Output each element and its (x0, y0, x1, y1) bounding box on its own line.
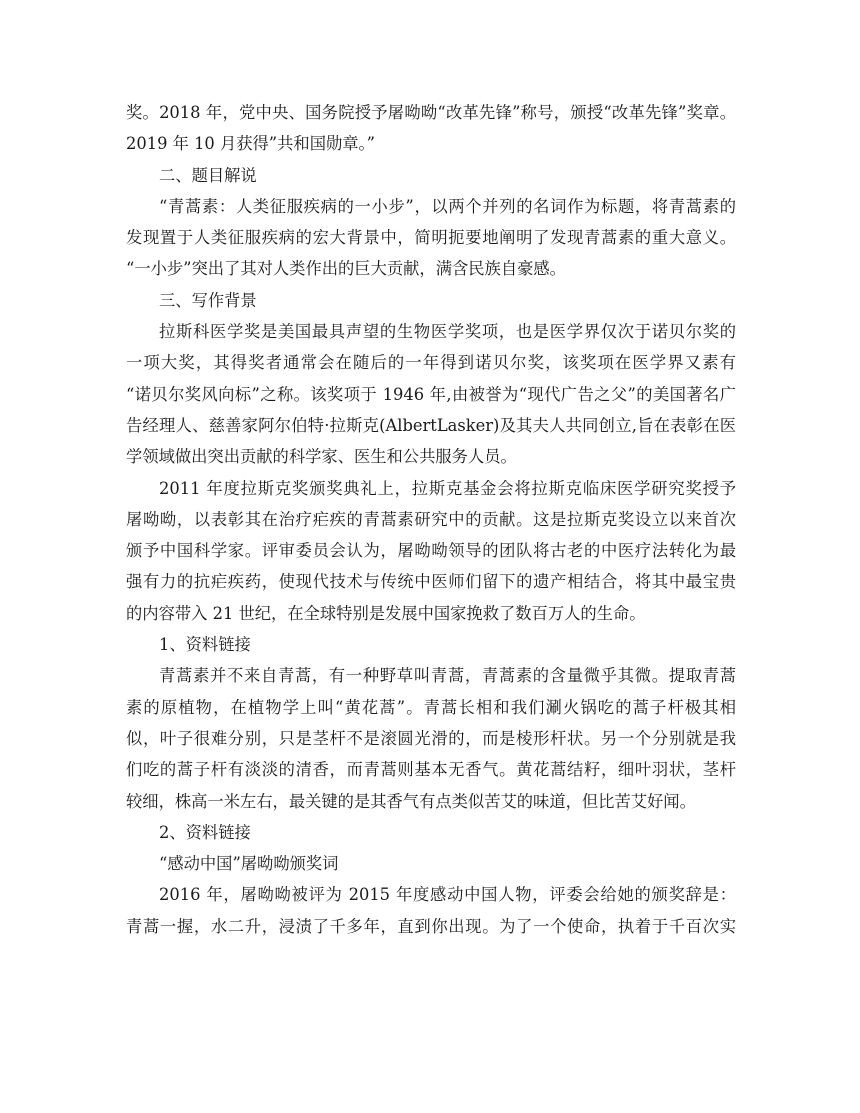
subheading: “感动中国”屠呦呦颁奖词 (159, 854, 339, 874)
section-heading-reference-1 (126, 629, 736, 660)
text-line: 颁予中国科学家。评审委员会认为，屠呦呦领导的团队将古老的中医疗法转化为最 (126, 541, 736, 561)
text-line: 告经理人、慈善家阿尔伯特·拉斯克(AlbertLasker)及其夫人共同创立,旨在表彰在医 (126, 415, 736, 435)
section-heading-writing-background (126, 285, 736, 316)
text-line: 一项大奖，其得奖者通常会在随后的一年得到诺贝尔奖，该奖项在医学界又素有 (126, 353, 736, 373)
text-line: 素的原植物，在植物学上叫“黄花蒿”。青蒿长相和我们涮火锅吃的蒿子杆极其相 (126, 697, 736, 717)
text-line: 强有力的抗疟疾药，使现代技术与传统中医师们留下的遗产相结合，将其中最宝贵 (126, 572, 736, 592)
text-line: 学领域做出突出贡献的科学家、医生和公共服务人员。 (126, 447, 517, 467)
paragraph-artemisia (126, 660, 736, 816)
text-line: 似，叶子很难分别，只是茎杆不是滚圆光滑的，而是棱形杆状。另一个分别就是我 (126, 728, 736, 748)
text-line: 2019 年 10 月获得”共和国勋章。” (126, 134, 375, 154)
text-line: 发现置于人类征服疾病的宏大背景中，简明扼要地阐明了发现青蒿素的重大意义。 (126, 228, 736, 248)
section-heading-reference-2 (126, 817, 736, 848)
subheading-touching-china (126, 848, 736, 879)
text-line: 2016 年，屠呦呦被评为 2015 年度感动中国人物，评委会给她的颁奖辞是： (159, 885, 736, 905)
section-heading: 1、资料链接 (159, 635, 251, 655)
text-line: 屠呦呦，以表彰其在治疗疟疾的青蒿素研究中的贡献。这是拉斯克奖设立以来首次 (126, 509, 736, 529)
text-line: 奖。2018 年，党中央、国务院授予屠呦呦“改革先锋”称号，颁授“改革先锋”奖章。 (126, 103, 736, 122)
section-heading-title-explanation (126, 160, 736, 191)
text-line: “青蒿素：人类征服疾病的一小步”，以两个并列的名词作为标题，将青蒿素的 (159, 196, 736, 216)
paragraph-award-continuation (126, 97, 736, 160)
section-heading: 二、题目解说 (159, 165, 257, 185)
text-line: “诺贝尔奖风向标”之称。该奖项于 1946 年,由被誉为“现代广告之父”的美国著名广 (126, 384, 736, 404)
document-body (126, 97, 736, 942)
text-line: 拉斯科医学奖是美国最具声望的生物医学奖项，也是医学界仅次于诺贝尔奖的 (159, 322, 736, 342)
paragraph-lasker-2011 (126, 473, 736, 629)
text-line: 2011 年度拉斯克奖颁奖典礼上，拉斯克基金会将拉斯克临床医学研究奖授予 (159, 478, 736, 498)
text-line: 青蒿一握，水二升，浸渍了千多年，直到你出现。为了一个使命，执着于千百次实 (126, 916, 736, 936)
text-line: 青蒿素并不来自青蒿，有一种野草叫青蒿，青蒿素的含量微乎其微。提取青蒿 (159, 666, 736, 686)
section-heading: 三、写作背景 (159, 290, 257, 310)
text-line: “一小步”突出了其对人类作出的巨大贡献，满含民族自豪感。 (126, 259, 566, 279)
text-line: 们吃的蒿子杆有淡淡的清香，而青蒿则基本无香气。黄花蒿结籽，细叶羽状，茎杆 (126, 760, 736, 780)
paragraph-award-citation (126, 879, 736, 942)
text-line: 较细，株高一米左右，最关键的是其香气有点类似苦艾的味道，但比苦艾好闻。 (126, 791, 696, 811)
text-line: 的内容带入 21 世纪，在全球特别是发展中国家挽救了数百万人的生命。 (126, 603, 646, 623)
section-heading: 2、资料链接 (159, 822, 251, 842)
paragraph-lasker-award-intro (126, 316, 736, 472)
paragraph-title-explanation (126, 191, 736, 285)
